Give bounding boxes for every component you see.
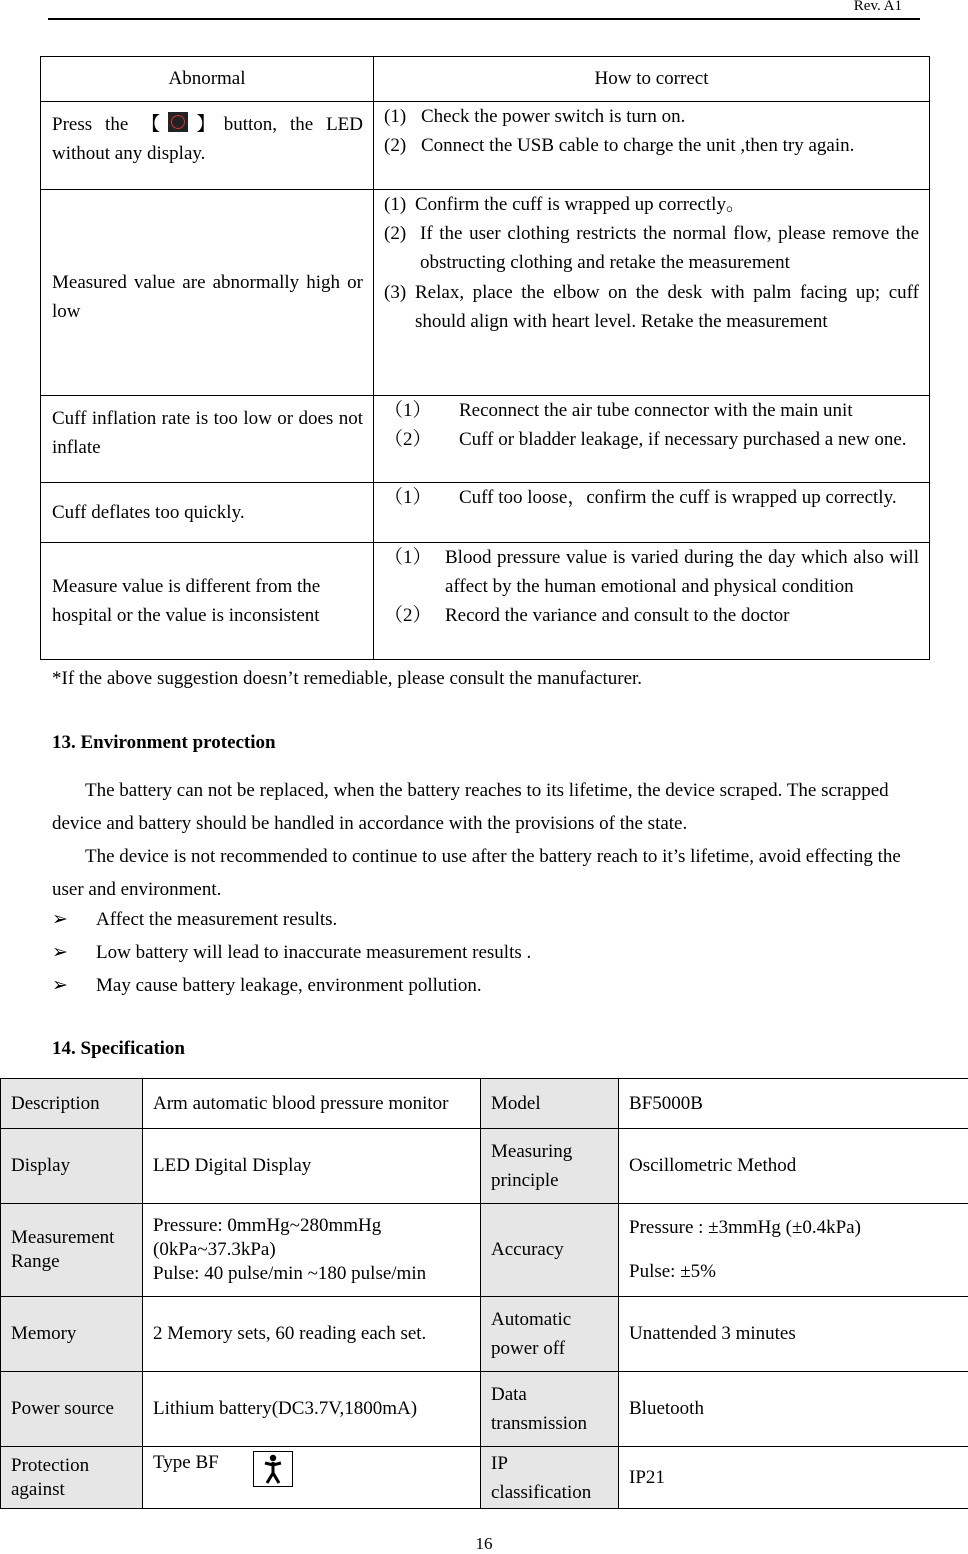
environment-text bbox=[52, 774, 922, 906]
spec-key: Measurement Range bbox=[1, 1204, 143, 1297]
table-row bbox=[41, 190, 930, 396]
spec-value: Type BF bbox=[143, 1447, 481, 1509]
table-row bbox=[1, 1447, 968, 1509]
power-button-icon bbox=[168, 112, 188, 132]
abnormal-cell bbox=[41, 102, 374, 190]
spec-key: Automatic power off bbox=[481, 1297, 619, 1372]
spec-value: Bluetooth bbox=[619, 1372, 968, 1447]
table-header-row bbox=[41, 57, 930, 102]
fix-cell bbox=[374, 483, 930, 543]
table-row bbox=[41, 102, 930, 190]
spec-value: 2 Memory sets, 60 reading each set. bbox=[143, 1297, 481, 1372]
col-abnormal: Abnormal bbox=[41, 57, 374, 102]
arrow-bullet-icon: ➢ bbox=[52, 969, 96, 1002]
fix-item: （2） Cuff or bladder leakage, if necessary purchased a new one. bbox=[384, 425, 919, 454]
spec-value: Arm automatic blood pressure monitor bbox=[143, 1079, 481, 1129]
list-item: ➢ Low battery will lead to inaccurate measurement results . bbox=[52, 936, 531, 969]
spec-key: Measuring principle bbox=[481, 1129, 619, 1204]
bullet-list bbox=[52, 903, 531, 1002]
fix-item: （1） Reconnect the air tube connector with the main unit bbox=[384, 396, 919, 425]
spec-key: Power source bbox=[1, 1372, 143, 1447]
troubleshooting-table bbox=[40, 56, 930, 660]
spec-key: Display bbox=[1, 1129, 143, 1204]
table-row bbox=[1, 1129, 968, 1204]
table-row bbox=[41, 396, 930, 483]
fix-item: (2) Connect the USB cable to charge the unit ,then try again. bbox=[384, 131, 919, 160]
spec-key: IP classification bbox=[481, 1447, 619, 1509]
fix-item: （1） Cuff too loose，confirm the cuff is wrapped up correctly. bbox=[384, 483, 919, 512]
spec-key: Description bbox=[1, 1079, 143, 1129]
fix-item: (1) Check the power switch is turn on. bbox=[384, 102, 919, 131]
table-row bbox=[1, 1372, 968, 1447]
page-number: 16 bbox=[0, 1534, 968, 1554]
spec-key: Protection against bbox=[1, 1447, 143, 1509]
abnormal-text: Press the 【 bbox=[52, 114, 168, 135]
fix-item: (3) Relax, place the elbow on the desk with palm facing up; cuff should align with heart level. Retake the measurement bbox=[384, 278, 919, 336]
paragraph: The device is not recommended to continue to use after the battery reach to it’s lifetime, avoid effecting the user and environment. bbox=[52, 840, 922, 906]
paragraph: The battery can not be replaced, when the battery reaches to its lifetime, the device scraped. The scrapped device and battery should be handled in accordance with the provisions of the state. bbox=[52, 774, 922, 840]
specification-table bbox=[0, 1078, 968, 1509]
type-bf-symbol-icon bbox=[253, 1451, 293, 1487]
spec-key: Accuracy bbox=[481, 1204, 619, 1297]
page-header bbox=[48, 0, 920, 20]
abnormal-cell: Measure value is different from the hospital or the value is inconsistent bbox=[41, 543, 374, 660]
abnormal-text: 】button, the LED without any display. bbox=[52, 114, 363, 164]
table-row bbox=[41, 483, 930, 543]
fix-cell bbox=[374, 190, 930, 396]
table-row bbox=[41, 543, 930, 660]
list-item: ➢ Affect the measurement results. bbox=[52, 903, 531, 936]
fix-cell bbox=[374, 543, 930, 660]
fix-item: （1） Blood pressure value is varied during the day which also will affect by the human emotional and physical condition bbox=[384, 543, 919, 601]
spec-value: LED Digital Display bbox=[143, 1129, 481, 1204]
fix-cell bbox=[374, 396, 930, 483]
spec-value: Pressure : ±3mmHg (±0.4kPa) Pulse: ±5% bbox=[619, 1204, 968, 1297]
fix-item: (2) If the user clothing restricts the normal flow, please remove the obstructing clothing and retake the measurement bbox=[384, 219, 919, 277]
fix-cell bbox=[374, 102, 930, 190]
revision-label: Rev. A1 bbox=[854, 0, 902, 15]
table-row bbox=[1, 1079, 968, 1129]
spec-value: Unattended 3 minutes bbox=[619, 1297, 968, 1372]
section-heading-environment: 13. Environment protection bbox=[52, 732, 276, 754]
spec-value: Lithium battery(DC3.7V,1800mA) bbox=[143, 1372, 481, 1447]
spec-value: IP21 bbox=[619, 1447, 968, 1509]
spec-key: Memory bbox=[1, 1297, 143, 1372]
fix-item: （2） Record the variance and consult to the doctor bbox=[384, 601, 919, 630]
table-row bbox=[1, 1204, 968, 1297]
spec-key: Data transmission bbox=[481, 1372, 619, 1447]
abnormal-cell: Cuff deflates too quickly. bbox=[41, 483, 374, 543]
abnormal-cell: Cuff inflation rate is too low or does not inflate bbox=[41, 396, 374, 483]
col-how-to-correct: How to correct bbox=[374, 57, 930, 102]
spec-value: Pressure: 0mmHg~280mmHg (0kPa~37.3kPa) Pulse: 40 pulse/min ~180 pulse/min bbox=[143, 1204, 481, 1297]
consult-note: *If the above suggestion doesn’t remediable, please consult the manufacturer. bbox=[52, 668, 642, 690]
fix-item: (1) Confirm the cuff is wrapped up correctly。 bbox=[384, 190, 919, 219]
spec-value: Oscillometric Method bbox=[619, 1129, 968, 1204]
spec-value: BF5000B bbox=[619, 1079, 968, 1129]
arrow-bullet-icon: ➢ bbox=[52, 903, 96, 936]
table-row bbox=[1, 1297, 968, 1372]
abnormal-cell: Measured value are abnormally high or low bbox=[41, 190, 374, 396]
section-heading-specification: 14. Specification bbox=[52, 1038, 185, 1060]
list-item: ➢ May cause battery leakage, environment pollution. bbox=[52, 969, 531, 1002]
spec-key: Model bbox=[481, 1079, 619, 1129]
arrow-bullet-icon: ➢ bbox=[52, 936, 96, 969]
